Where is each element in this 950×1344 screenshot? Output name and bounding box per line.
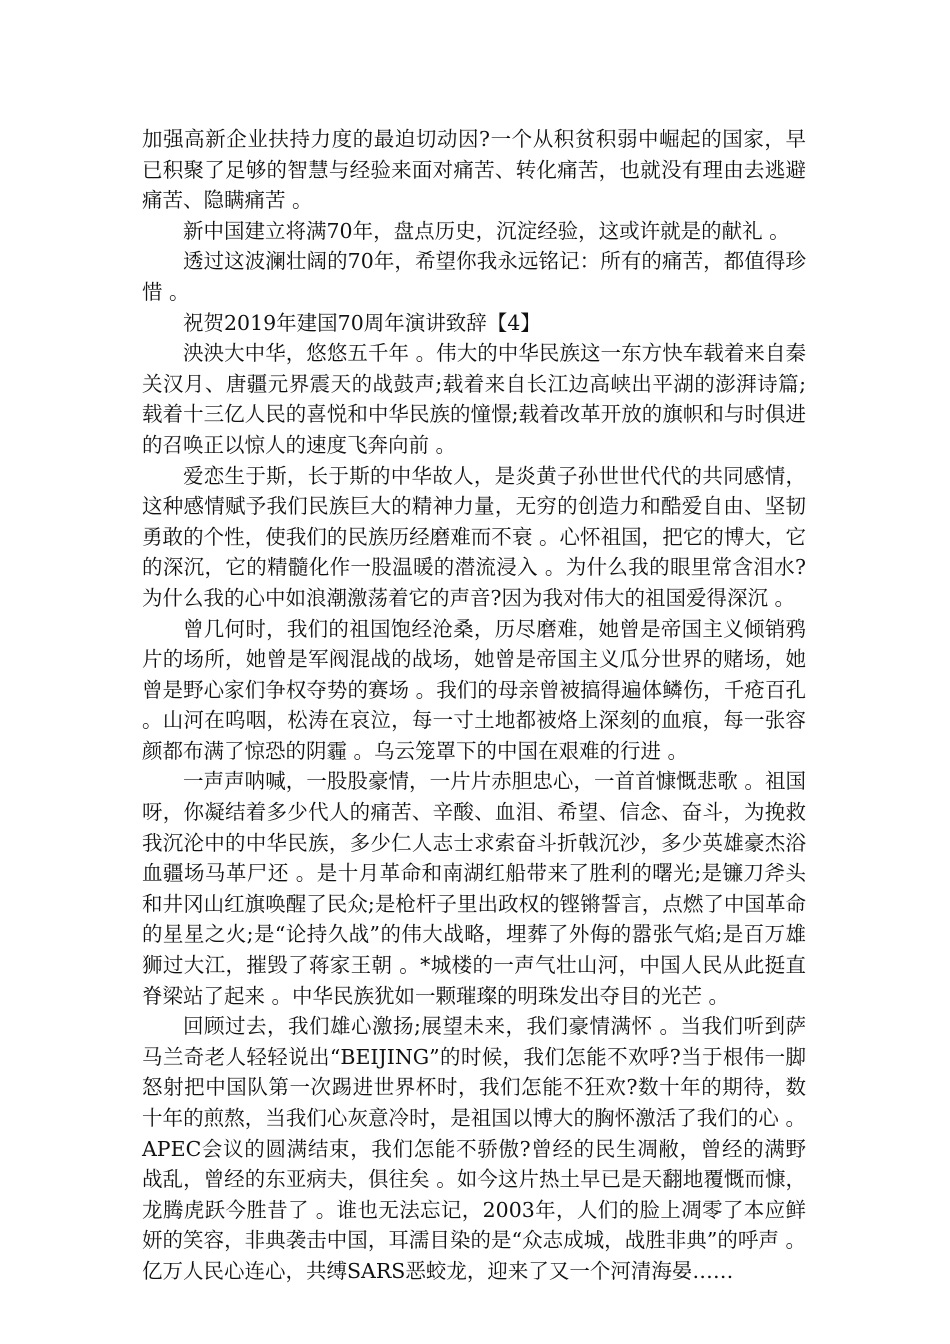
paragraph-remember-pain: 透过这波澜壮阔的70年，希望你我永远铭记：所有的痛苦，都值得珍惜 。 bbox=[142, 249, 806, 304]
paragraph-continuation: 加强高新企业扶持力度的最迫切动因?一个从积贫积弱中崛起的国家，早已积聚了足够的智慧与经验来面对痛苦、转化痛苦，也就没有理由去逃避痛苦、隐瞒痛苦 。 bbox=[142, 127, 806, 213]
paragraph-love-motherland: 爱恋生于斯，长于斯的中华故人，是炎黄子孙世世代代的共同感情，这种感情赋予我们民族巨大的精神力量，无穷的创造力和酷爱自由、坚韧勇敢的个性，使我们的民族历经磨难而不衰 。心怀祖国，把它的博大，它的深沉，它的精髓化作一股温暖的潜流浸入 。为什么我的眼里常含泪水?为什么我的心中如浪潮激荡着它的声音?因为我对伟大的祖国爱得深沉 。 bbox=[142, 463, 806, 610]
document-body bbox=[142, 124, 806, 1287]
paragraph-founding-70-years: 新中国建立将满70年，盘点历史，沉淀经验，这或许就是的献礼 。 bbox=[183, 218, 790, 243]
paragraph-great-china: 泱泱大中华，悠悠五千年 。伟大的中华民族这一东方快车载着来自秦关汉月、唐疆元界震天的战鼓声;载着来自长江边高峡出平湖的澎湃诗篇;载着十三亿人民的喜悦和中华民族的憧憬;载着改革开放的旗帜和与时俱进的召唤正以惊人的速度飞奔向前 。 bbox=[142, 341, 806, 457]
paragraph-looking-back: 回顾过去，我们雄心激扬;展望未来，我们豪情满怀 。当我们听到萨马兰奇老人轻轻说出“BEIJING”的时候，我们怎能不欢呼?当于根伟一脚怒射把中国队第一次踢进世界杯时，我们怎能不狂欢?数十年的期待，数十年的煎熬，当我们心灰意冷时，是祖国以博大的胸怀激活了我们的心 。APEC会议的圆满结束，我们怎能不骄傲?曾经的民生凋敝，曾经的满野战乱，曾经的东亚病夫，俱往矣 。如今这片热土早已是天翻地覆慨而慷，龙腾虎跃今胜昔了 。谁也无法忘记，2003年，人们的脸上凋零了本应鲜妍的笑容，非典袭击中国，耳濡目染的是“众志成城，战胜非典”的呼声 。亿万人民心连心，共缚SARS恶蛟龙，迎来了又一个河清海晏…… bbox=[142, 1014, 806, 1283]
section-heading: 祝贺2019年建国70周年演讲致辞【4】 bbox=[183, 310, 541, 335]
paragraph-hardships: 曾几何时，我们的祖国饱经沧桑，历尽磨难，她曾是帝国主义倾销鸦片的场所，她曾是军阀混战的战场，她曾是帝国主义瓜分世界的赌场，她曾是野心家们争权夺势的赛场 。我们的母亲曾被搞得遍体鳞伤，千疮百孔 。山河在呜咽，松涛在哀泣，每一寸土地都被烙上深刻的血痕，每一张容颜都布满了惊恐的阴霾 。乌云笼罩下的中国在艰难的行进 。 bbox=[142, 616, 806, 763]
paragraph-revolution: 一声声呐喊，一股股豪情，一片片赤胆忠心，一首首慷慨悲歌 。祖国呀，你凝结着多少代人的痛苦、辛酸、血泪、希望、信念、奋斗，为挽救我沉沦中的中华民族，多少仁人志士求索奋斗折戟沉沙，多少英雄豪杰浴血疆场马革尸还 。是十月革命和南湖红船带来了胜利的曙光;是镰刀斧头和井冈山红旗唤醒了民众;是枪杆子里出政权的铿锵誓言，点燃了中国革命的星星之火;是“论持久战”的伟大战略，埋葬了外侮的嚣张气焰;是百万雄狮过大江，摧毁了蒋家王朝 。*城楼的一声气壮山河，中国人民从此挺直脊梁站了起来 。中华民族犹如一颗璀璨的明珠发出夺目的光芒 。 bbox=[142, 769, 806, 1008]
